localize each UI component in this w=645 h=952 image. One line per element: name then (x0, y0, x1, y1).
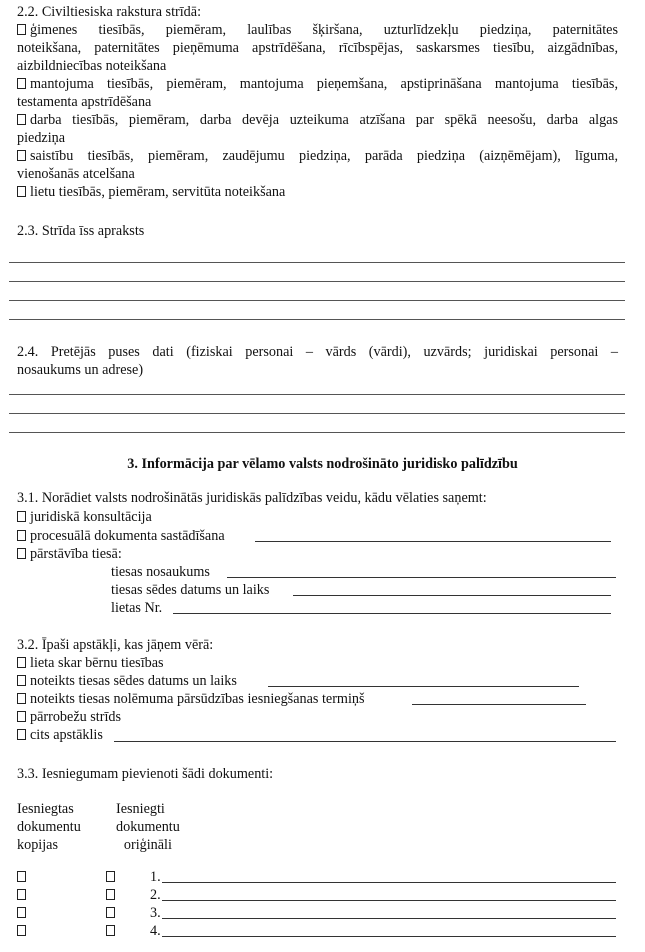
option-legal-consultation: juridiskā konsultācija (17, 508, 152, 526)
checkbox-obligations-law[interactable] (17, 150, 26, 161)
section-2-3-heading: 2.3. Strīda īss apraksts (17, 223, 145, 239)
option-procedural-document: procesuālā dokumenta sastādīšana (17, 527, 225, 545)
original-checkbox-1[interactable] (106, 871, 115, 882)
other-circumstance-field[interactable] (114, 741, 616, 742)
doc-row-2: 2. (17, 886, 30, 904)
case-number-label: lietas Nr. (111, 600, 163, 616)
option-property-law: lietu tiesībās, piemēram, servitūta noteikšana (17, 183, 285, 201)
section-2-4-heading-line2: nosaukums un adrese) (17, 362, 144, 378)
court-name-field[interactable] (227, 577, 616, 578)
section-3-2-heading: 3.2. Īpaši apstākļi, kas jāņem vērā: (17, 637, 214, 653)
section-2-2-heading: 2.2. Civiltiesiska rakstura strīdā: (17, 4, 202, 20)
option-inheritance-law-line2: testamenta apstrīdēšana (17, 94, 152, 110)
original-checkbox-2[interactable] (106, 889, 115, 900)
section-3-3-heading: 3.3. Iesniegumam pievienoti šādi dokumenti: (17, 766, 274, 782)
hearing-datetime-field[interactable] (293, 595, 611, 596)
checkbox-appeal-deadline[interactable] (17, 693, 26, 704)
copy-checkbox-2[interactable] (17, 889, 26, 900)
doc-field-2[interactable] (162, 900, 616, 901)
description-line-4[interactable] (9, 319, 625, 320)
section-3-title: 3. Informācija par vēlamo valsts nodrošināto juridisko palīdzību (127, 456, 518, 472)
option-children-rights: lieta skar bērnu tiesības (17, 654, 164, 672)
option-cross-border: pārrobežu strīds (17, 708, 121, 726)
checkbox-other-circumstance[interactable] (17, 729, 26, 740)
originals-column-header: Iesniegti dokumentu oriģināli (116, 801, 180, 853)
checkbox-court-representation[interactable] (17, 548, 26, 559)
description-line-2[interactable] (9, 281, 625, 282)
original-checkbox-4[interactable] (106, 925, 115, 936)
doc-field-3[interactable] (162, 918, 616, 919)
copy-checkbox-1[interactable] (17, 871, 26, 882)
option-appeal-deadline: noteikts tiesas nolēmuma pārsūdzības iesniegšanas termiņš (17, 690, 365, 708)
option-family-law-line2: noteikšana, paternitātes pieņēmuma apstrīdēšana, rīcībspējas, saskarsmes tiesību, aizgādnības, (17, 40, 618, 56)
checkbox-legal-consultation[interactable] (17, 511, 26, 522)
court-name-label: tiesas nosaukums (111, 564, 210, 580)
option-obligations-law-line2: vienošanās atcelšana (17, 166, 135, 182)
option-hearing-set: noteikts tiesas sēdes datums un laiks (17, 672, 237, 690)
option-court-representation: pārstāvība tiesā: (17, 545, 122, 563)
appeal-deadline-field[interactable] (412, 704, 586, 705)
checkbox-cross-border[interactable] (17, 711, 26, 722)
procedural-document-field[interactable] (255, 541, 611, 542)
option-inheritance-law: mantojuma tiesībās, piemēram, mantojuma pieņemšana, apstiprināšana mantojuma tiesībās, (17, 75, 618, 93)
doc-row-3: 3. (17, 904, 30, 922)
option-obligations-law: saistību tiesībās, piemēram, zaudējumu piedziņa, parāda piedziņa (aizņēmējam), līguma, (17, 147, 618, 165)
case-number-field[interactable] (173, 613, 611, 614)
hearing-set-field[interactable] (268, 686, 579, 687)
option-other-circumstance: cits apstāklis (17, 726, 103, 744)
checkbox-inheritance-law[interactable] (17, 78, 26, 89)
checkbox-family-law[interactable] (17, 24, 26, 35)
checkbox-procedural-document[interactable] (17, 530, 26, 541)
section-2-4-heading: 2.4. Pretējās puses dati (fiziskai personai – vārds (vārdi), uzvārds; juridiskai personai – (17, 344, 618, 360)
option-labour-law: darba tiesībās, piemēram, darba devēja uzteikuma atzīšana par spēkā neesošu, darba algas (17, 111, 618, 129)
copy-checkbox-4[interactable] (17, 925, 26, 936)
section-3-1-heading: 3.1. Norādiet valsts nodrošinātās juridiskās palīdzības veidu, kādu vēlaties saņemt: (17, 490, 487, 506)
opponent-line-3[interactable] (9, 432, 625, 433)
hearing-datetime-label: tiesas sēdes datums un laiks (111, 582, 270, 598)
checkbox-children-rights[interactable] (17, 657, 26, 668)
doc-row-1: 1. (17, 868, 30, 886)
doc-field-4[interactable] (162, 936, 616, 937)
opponent-line-2[interactable] (9, 413, 625, 414)
original-checkbox-3[interactable] (106, 907, 115, 918)
doc-row-4: 4. (17, 922, 30, 940)
copy-checkbox-3[interactable] (17, 907, 26, 918)
option-family-law-line3: aizbildniecības noteikšana (17, 58, 167, 74)
checkbox-hearing-set[interactable] (17, 675, 26, 686)
option-labour-law-line2: piedziņa (17, 130, 66, 146)
checkbox-labour-law[interactable] (17, 114, 26, 125)
description-line-1[interactable] (9, 262, 625, 263)
copies-column-header: Iesniegtas dokumentu kopijas (17, 801, 81, 853)
opponent-line-1[interactable] (9, 394, 625, 395)
description-line-3[interactable] (9, 300, 625, 301)
doc-field-1[interactable] (162, 882, 616, 883)
checkbox-property-law[interactable] (17, 186, 26, 197)
option-family-law: ģimenes tiesībās, piemēram, laulības šķiršana, uzturlīdzekļu piedziņa, paternitātes (17, 21, 618, 39)
